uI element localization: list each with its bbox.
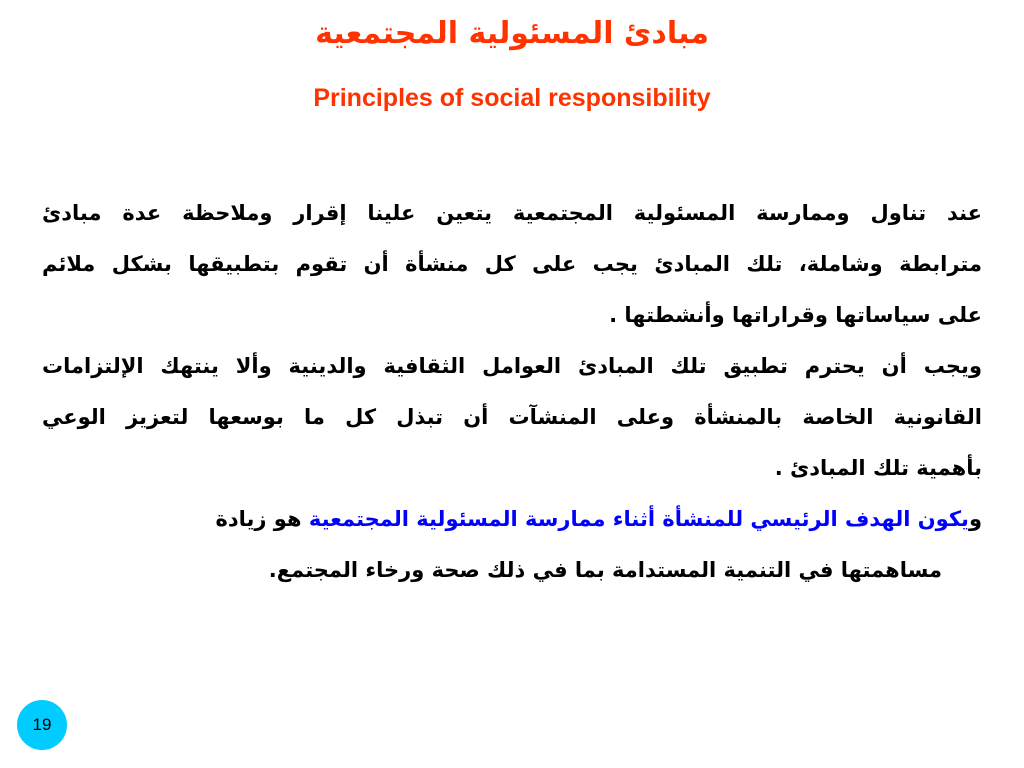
title-arabic: مبادئ المسئولية المجتمعية	[315, 16, 709, 51]
paragraph-2-line-1: ويجب أن يحترم تطبيق تلك المبادئ العوامل الثقافية والدينية وألا ينتهك الإلتزامات	[42, 354, 982, 378]
body-text	[42, 188, 982, 596]
paragraph-3-line-1	[42, 494, 982, 545]
paragraph-1-line-3: على سياساتها وقراراتها وأنشطتها .	[609, 303, 982, 327]
page-number-badge: 19	[17, 700, 67, 750]
paragraph-3-prefix: و	[968, 507, 982, 531]
paragraph-3-suffix: هو زيادة	[215, 507, 309, 531]
title-english: Principles of social responsibility	[313, 84, 711, 112]
paragraph-2-line-3: بأهمية تلك المبادئ .	[774, 456, 982, 480]
paragraph-1-line-1: عند تناول وممارسة المسئولية المجتمعية يتعين علينا إقرار وملاحظة عدة مبادئ	[42, 201, 982, 225]
paragraph-2-line-2: القانونية الخاصة بالمنشأة وعلى المنشآت أن تبذل كل ما بوسعها لتعزيز الوعي	[42, 405, 982, 429]
paragraph-3-line-2: مساهمتها في التنمية المستدامة بما في ذلك صحة ورخاء المجتمع.	[268, 558, 942, 582]
paragraph-1-line-2: مترابطة وشاملة، تلك المبادئ يجب على كل منشأة أن تقوم بتطبيقها بشكل ملائم	[42, 252, 982, 276]
paragraph-3-highlight: يكون الهدف الرئيسي للمنشأة أثناء ممارسة المسئولية المجتمعية	[308, 507, 969, 531]
